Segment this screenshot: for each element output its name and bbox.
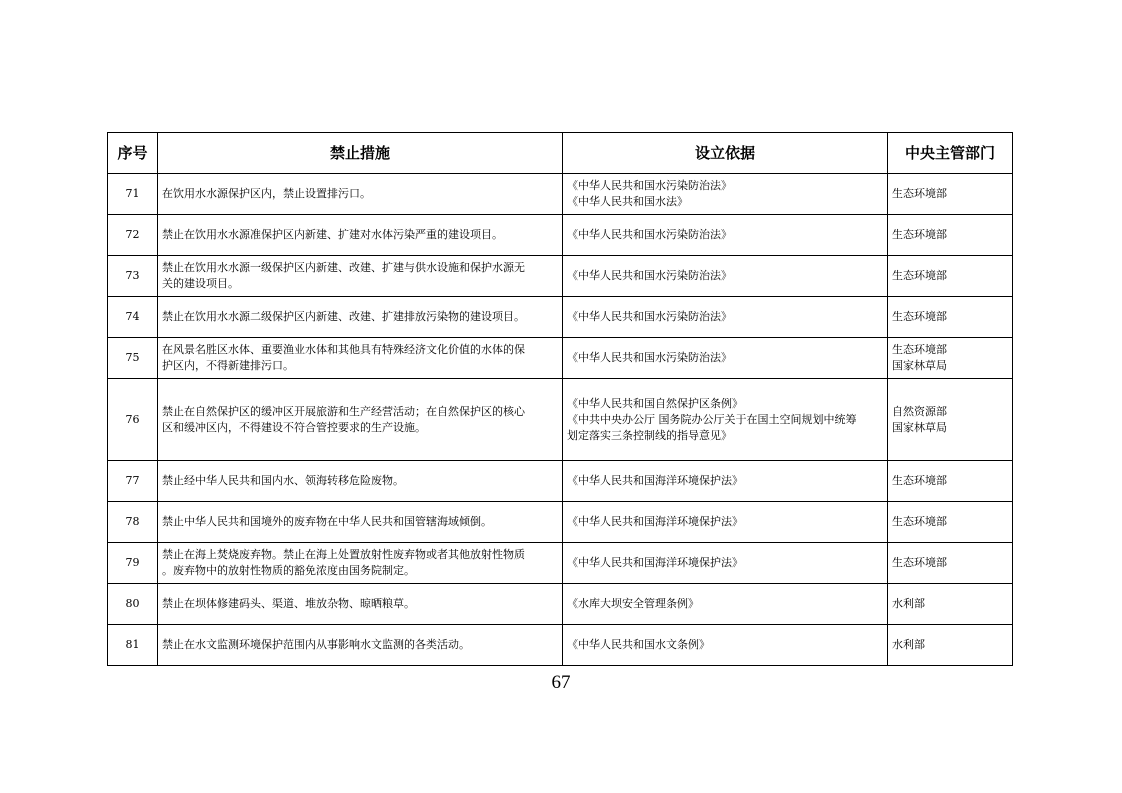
row-index: 76 xyxy=(108,379,158,461)
regulation-table xyxy=(107,132,1013,666)
basis-line: 划定落实三条控制线的指导意见》 xyxy=(567,428,732,442)
measure-line: 在风景名胜区水体、重要渔业水体和其他具有特殊经济文化价值的水体的保 xyxy=(162,343,525,356)
row-measure xyxy=(158,379,563,461)
measure-line: 禁止在自然保护区的缓冲区开展旅游和生产经营活动；在自然保护区的核心 xyxy=(162,404,525,418)
department-line: 国家林草局 xyxy=(892,359,947,372)
row-basis xyxy=(563,174,888,215)
row-measure xyxy=(158,625,563,666)
measure-line: 禁止在海上焚烧废弃物。禁止在海上处置放射性废弃物或者其他放射性物质 xyxy=(162,548,525,561)
basis-line: 《中华人民共和国海洋环境保护法》 xyxy=(567,474,743,487)
row-department xyxy=(888,461,1013,502)
measure-line: 。废弃物中的放射性物质的豁免浓度由国务院制定。 xyxy=(162,564,415,577)
row-index: 80 xyxy=(108,584,158,625)
row-basis xyxy=(563,543,888,584)
row-basis xyxy=(563,584,888,625)
row-index: 73 xyxy=(108,256,158,297)
row-measure xyxy=(158,461,563,502)
row-index: 77 xyxy=(108,461,158,502)
basis-line: 《中华人民共和国水污染防治法》 xyxy=(567,269,732,282)
row-index: 75 xyxy=(108,338,158,379)
department-line: 水利部 xyxy=(892,597,925,610)
basis-line: 《中华人民共和国水污染防治法》 xyxy=(567,228,732,241)
row-index: 81 xyxy=(108,625,158,666)
table-row xyxy=(108,297,1013,338)
row-basis xyxy=(563,461,888,502)
department-line: 生态环境部 xyxy=(892,228,947,241)
department-line: 生态环境部 xyxy=(892,310,947,323)
basis-line: 《中华人民共和国水法》 xyxy=(567,195,688,208)
table-row xyxy=(108,502,1013,543)
department-line: 生态环境部 xyxy=(892,269,947,282)
table-row xyxy=(108,461,1013,502)
basis-line: 《中华人民共和国水文条例》 xyxy=(567,638,710,651)
row-department xyxy=(888,338,1013,379)
header-basis: 设立依据 xyxy=(563,133,888,174)
row-department xyxy=(888,543,1013,584)
row-department xyxy=(888,502,1013,543)
row-basis xyxy=(563,625,888,666)
basis-line: 《中共中央办公厅 国务院办公厅关于在国土空间规划中统筹 xyxy=(567,412,857,426)
header-index: 序号 xyxy=(108,133,158,174)
basis-line: 《水库大坝安全管理条例》 xyxy=(567,597,699,610)
row-department xyxy=(888,625,1013,666)
department-line: 水利部 xyxy=(892,638,925,651)
measure-line: 护区内，不得新建排污口。 xyxy=(162,359,294,372)
measure-line: 关的建设项目。 xyxy=(162,277,239,290)
measure-line: 在饮用水水源保护区内，禁止设置排污口。 xyxy=(162,187,371,200)
row-department xyxy=(888,584,1013,625)
row-department xyxy=(888,256,1013,297)
department-line: 生态环境部 xyxy=(892,515,947,528)
basis-line: 《中华人民共和国海洋环境保护法》 xyxy=(567,515,743,528)
department-line: 国家林草局 xyxy=(892,420,947,434)
department-line: 生态环境部 xyxy=(892,187,947,200)
table-body xyxy=(108,174,1013,666)
table-row xyxy=(108,379,1013,461)
measure-line: 禁止在饮用水水源一级保护区内新建、改建、扩建与供水设施和保护水源无 xyxy=(162,261,525,274)
row-measure xyxy=(158,502,563,543)
row-measure xyxy=(158,338,563,379)
row-index: 79 xyxy=(108,543,158,584)
measure-line: 禁止中华人民共和国境外的废弃物在中华人民共和国管辖海域倾倒。 xyxy=(162,515,492,528)
department-line: 生态环境部 xyxy=(892,343,947,356)
row-department xyxy=(888,174,1013,215)
row-measure xyxy=(158,256,563,297)
measure-line: 禁止在坝体修建码头、渠道、堆放杂物、晾晒粮草。 xyxy=(162,597,415,610)
header-measure: 禁止措施 xyxy=(158,133,563,174)
row-measure xyxy=(158,215,563,256)
row-basis xyxy=(563,256,888,297)
table-row xyxy=(108,543,1013,584)
department-line: 自然资源部 xyxy=(892,404,947,418)
department-line: 生态环境部 xyxy=(892,474,947,487)
basis-line: 《中华人民共和国水污染防治法》 xyxy=(567,351,732,364)
measure-line: 区和缓冲区内，不得建设不符合管控要求的生产设施。 xyxy=(162,420,426,434)
basis-line: 《中华人民共和国海洋环境保护法》 xyxy=(567,556,743,569)
table-row xyxy=(108,584,1013,625)
row-measure xyxy=(158,297,563,338)
row-index: 74 xyxy=(108,297,158,338)
header-department: 中央主管部门 xyxy=(888,133,1013,174)
table-row xyxy=(108,174,1013,215)
row-measure xyxy=(158,543,563,584)
table-row xyxy=(108,215,1013,256)
row-basis xyxy=(563,502,888,543)
basis-line: 《中华人民共和国水污染防治法》 xyxy=(567,179,732,192)
row-index: 71 xyxy=(108,174,158,215)
row-department xyxy=(888,215,1013,256)
row-index: 72 xyxy=(108,215,158,256)
measure-line: 禁止在饮用水水源二级保护区内新建、改建、扩建排放污染物的建设项目。 xyxy=(162,310,525,323)
basis-line: 《中华人民共和国水污染防治法》 xyxy=(567,310,732,323)
department-line: 生态环境部 xyxy=(892,556,947,569)
row-measure xyxy=(158,584,563,625)
row-department xyxy=(888,297,1013,338)
row-measure xyxy=(158,174,563,215)
row-basis xyxy=(563,215,888,256)
measure-line: 禁止在水文监测环境保护范围内从事影响水文监测的各类活动。 xyxy=(162,638,470,651)
row-index: 78 xyxy=(108,502,158,543)
table-row xyxy=(108,256,1013,297)
table-header-row xyxy=(108,133,1013,174)
row-basis xyxy=(563,297,888,338)
basis-line: 《中华人民共和国自然保护区条例》 xyxy=(567,396,743,410)
measure-line: 禁止经中华人民共和国内水、领海转移危险废物。 xyxy=(162,474,404,487)
row-basis xyxy=(563,338,888,379)
row-department xyxy=(888,379,1013,461)
table-row xyxy=(108,338,1013,379)
table-row xyxy=(108,625,1013,666)
measure-line: 禁止在饮用水水源准保护区内新建、扩建对水体污染严重的建设项目。 xyxy=(162,228,503,241)
page-number: 67 xyxy=(551,672,571,693)
row-basis xyxy=(563,379,888,461)
